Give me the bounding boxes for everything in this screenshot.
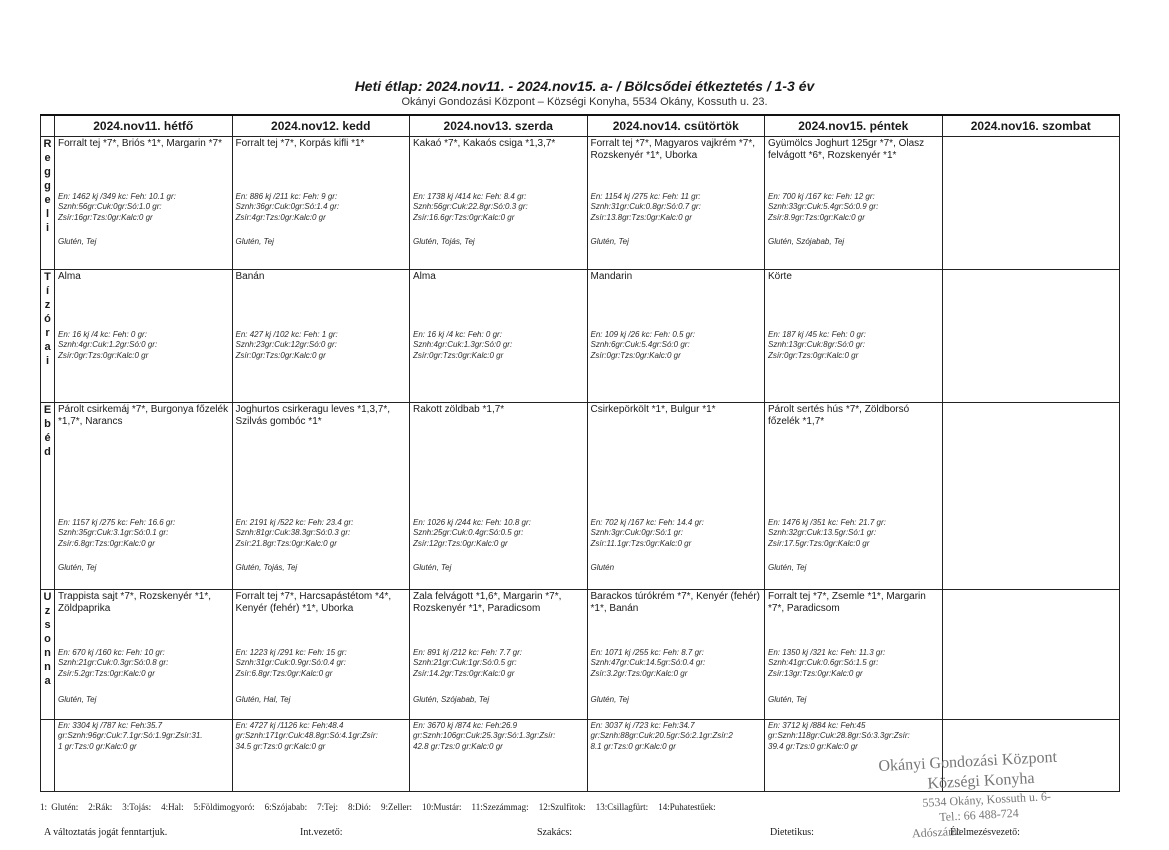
nutrition-line: Sznh:47gr:Cuk:14.5gr:Só:0.4 gr: xyxy=(590,658,706,667)
meal-label-letter: o xyxy=(44,632,51,645)
menu-cell xyxy=(55,589,233,719)
nutrition-line: En: 1223 kj /291 kc: Feh: 15 gr: xyxy=(235,647,347,657)
daily-total xyxy=(55,720,232,753)
dish-text: Mandarin xyxy=(590,270,633,282)
allergen-text: Glutén, Tej xyxy=(413,562,452,572)
meal-label-letter: R xyxy=(43,137,52,150)
nutrition-info xyxy=(236,192,408,224)
nutrition-line: Zsír:17.5gr:Tzs:0gr:Kalc:0 gr xyxy=(768,538,870,548)
nutrition-info xyxy=(591,330,763,362)
nutrition-info xyxy=(591,648,763,680)
dish-text xyxy=(943,403,1120,404)
total-line: En: 3712 kj /884 kc: Feh:45 xyxy=(768,720,866,730)
menu-cell xyxy=(942,402,1120,589)
nutrition-line: En: 891 kj /212 kc: Feh: 7.7 gr: xyxy=(413,647,522,657)
total-line: En: 4727 kj /1126 kc: Feh:48.4 xyxy=(235,720,344,730)
meal-row-lunch xyxy=(41,402,1120,589)
nutrition-line: Zsír:3.2gr:Tzs:0gr:Kalc:0 gr xyxy=(590,668,688,678)
allergen-text: Glutén, Hal, Tej xyxy=(235,694,291,704)
dish-text xyxy=(943,137,1120,138)
menu-title: Heti étlap: 2024.nov11. - 2024.nov15. a- / Bölcsődei étkeztetés / 1-3 év xyxy=(354,78,815,94)
dish-text: Forralt tej *7*, Magyaros vajkrém *7*, Rozskenyér *1*, Uborka xyxy=(590,137,756,161)
footer-dietitian: Dietetikus: xyxy=(770,827,814,838)
menu-cell-content xyxy=(765,137,942,269)
meal-label-letter: b xyxy=(44,417,51,430)
menu-cell-content xyxy=(588,137,765,269)
nutrition-info xyxy=(591,518,763,550)
nutrition-line: Sznh:13gr:Cuk:8gr:Só:0 gr: xyxy=(768,340,865,349)
menu-cell xyxy=(765,269,943,402)
nutrition-line: Sznh:35gr:Cuk:3.1gr:Só:0.1 gr: xyxy=(58,528,169,537)
day-header: 2024.nov13. szerda xyxy=(410,116,588,136)
allergen-text: Glutén, Szójabab, Tej xyxy=(413,694,490,704)
nutrition-line: En: 109 kj /26 kc: Feh: 0.5 gr: xyxy=(590,329,695,339)
footer-note: A változtatás jogát fenntartjuk. xyxy=(44,827,168,838)
meal-label-letter: z xyxy=(44,604,51,617)
dish-text: Forralt tej *7*, Zsemle *1*, Margarin *7*, Paradicsom xyxy=(768,590,926,614)
dish-text: Banán xyxy=(235,270,265,282)
day-header: 2024.nov12. kedd xyxy=(232,116,410,136)
menu-cell-content xyxy=(943,137,1120,269)
menu-cell-content xyxy=(55,270,232,402)
menu-cell xyxy=(55,269,233,402)
menu-subtitle: Okányi Gondozási Központ – Községi Konyha, 5534 Okány, Kossuth u. 23. xyxy=(401,96,768,108)
allergen-legend-item: 9:Zeller: xyxy=(381,802,413,812)
menu-cell xyxy=(410,402,588,589)
nutrition-line: Sznh:41gr:Cuk:0.6gr:Só:1.5 gr: xyxy=(768,658,879,667)
menu-cell-content xyxy=(55,403,232,589)
nutrition-info xyxy=(58,518,230,550)
dish-text: Alma xyxy=(413,270,436,282)
total-line: En: 3304 kj /787 kc: Feh:35.7 xyxy=(58,720,163,730)
dish-text: Körte xyxy=(768,270,792,282)
menu-cell xyxy=(587,589,765,719)
menu-cell-content xyxy=(588,403,765,589)
allergen-text: Glutén xyxy=(590,562,615,572)
nutrition-line: Sznh:4gr:Cuk:1.3gr:Só:0 gr: xyxy=(413,340,513,349)
menu-cell-content xyxy=(410,270,587,402)
meal-label-letter: a xyxy=(44,340,51,353)
total-line: gr:Sznh:106gr:Cuk:25.3gr:Só:1.3gr:Zsír: xyxy=(413,731,556,740)
allergen-legend-item: 7:Tej: xyxy=(317,802,339,812)
nutrition-line: Zsír:0gr:Tzs:0gr:Kalc:0 gr xyxy=(58,350,149,360)
meal-label-letter: T xyxy=(44,270,51,283)
meal-row-breakfast xyxy=(41,136,1120,269)
nutrition-info xyxy=(768,518,940,550)
nutrition-line: Sznh:6gr:Cuk:5.4gr:Só:0 gr: xyxy=(590,340,690,349)
allergen-legend-item: 13:Csillagfürt: xyxy=(595,802,649,812)
menu-cell xyxy=(765,402,943,589)
daily-total-cell xyxy=(55,719,233,791)
total-line: gr:Sznh:118gr:Cuk:28.8gr:Só:3.3gr:Zsír: xyxy=(768,731,910,740)
day-header: 2024.nov16. szombat xyxy=(942,116,1120,136)
daily-total-cell xyxy=(587,719,765,791)
daily-total xyxy=(233,720,410,753)
totals-label xyxy=(41,719,55,791)
nutrition-line: Sznh:81gr:Cuk:38.3gr:Só:0.3 gr: xyxy=(235,528,351,537)
nutrition-info xyxy=(58,648,230,680)
nutrition-line: Zsír:13gr:Tzs:0gr:Kalc:0 gr xyxy=(768,668,863,678)
nutrition-line: En: 670 kj /160 kc: Feh: 10 gr: xyxy=(58,647,165,657)
menu-cell xyxy=(55,402,233,589)
nutrition-info xyxy=(413,518,585,550)
dish-text: Gyümölcs Joghurt 125gr *7*, Olasz felvágott *6*, Rozskenyér *1* xyxy=(768,137,925,161)
dish-text: Alma xyxy=(58,270,81,282)
allergen-text: Glutén, Tej xyxy=(58,562,97,572)
meal-label-letter: í xyxy=(45,284,50,297)
menu-cell-content xyxy=(765,270,942,402)
nutrition-line: En: 886 kj /211 kc: Feh: 9 gr: xyxy=(235,191,338,201)
menu-cell xyxy=(232,402,410,589)
menu-cell xyxy=(765,136,943,269)
stamp-line: Tel.: 66 488-724 xyxy=(938,805,1019,824)
meal-label-letter: s xyxy=(44,618,51,631)
meal-label-letter: ó xyxy=(44,312,51,325)
nutrition-line: Sznh:36gr:Cuk:0gr:Só:1.4 gr: xyxy=(235,202,340,211)
total-line: gr:Sznh:88gr:Cuk:20.5gr:Só:2.1gr:Zsír:2 xyxy=(590,731,733,740)
nutrition-line: Sznh:3gr:Cuk:0gr:Só:1 gr: xyxy=(590,528,683,537)
nutrition-line: En: 700 kj /167 kc: Feh: 12 gr: xyxy=(768,191,875,201)
allergen-legend xyxy=(40,802,726,812)
total-line: 34.5 gr:Tzs:0 gr:Kalc:0 gr xyxy=(235,741,326,751)
menu-cell xyxy=(587,402,765,589)
menu-cell-content xyxy=(943,270,1120,402)
nutrition-line: Zsír:6.8gr:Tzs:0gr:Kalc:0 gr xyxy=(58,538,155,548)
nutrition-line: Sznh:32gr:Cuk:13.5gr:Só:1 gr: xyxy=(768,528,877,537)
allergen-text: Glutén, Tojás, Tej xyxy=(413,236,475,246)
allergen-legend-item: 4:Hal: xyxy=(161,802,184,812)
menu-cell-content xyxy=(410,590,587,719)
day-header: 2024.nov14. csütörtök xyxy=(587,116,765,136)
nutrition-line: Sznh:33gr:Cuk:5.4gr:Só:0.9 gr: xyxy=(768,202,879,211)
menu-cell-content xyxy=(943,590,1120,719)
nutrition-line: Zsír:11.1gr:Tzs:0gr:Kalc:0 gr xyxy=(590,538,692,548)
nutrition-info xyxy=(768,192,940,224)
menu-cell-content xyxy=(765,590,942,719)
nutrition-line: Sznh:31gr:Cuk:0.9gr:Só:0.4 gr: xyxy=(235,658,346,667)
stamp-line: Községi Konyha xyxy=(927,769,1035,793)
allergen-text: Glutén, Tej xyxy=(235,236,274,246)
nutrition-info xyxy=(413,330,585,362)
menu-cell-content xyxy=(410,137,587,269)
meal-label xyxy=(41,402,55,589)
nutrition-line: Zsír:14.2gr:Tzs:0gr:Kalc:0 gr xyxy=(413,668,515,678)
menu-cell xyxy=(232,269,410,402)
day-header: 2024.nov11. hétfő xyxy=(55,116,233,136)
footer-manager: Int.vezető: xyxy=(300,827,343,838)
nutrition-line: En: 427 kj /102 kc: Feh: 1 gr: xyxy=(235,329,338,339)
allergen-text: Glutén, Tej xyxy=(58,236,97,246)
meal-row-snack xyxy=(41,269,1120,402)
nutrition-info xyxy=(236,330,408,362)
corner-cell xyxy=(41,116,55,136)
daily-total xyxy=(588,720,765,753)
allergen-text: Glutén, Tej xyxy=(768,562,807,572)
menu-cell-content xyxy=(410,403,587,589)
menu-cell xyxy=(410,589,588,719)
total-line: En: 3670 kj /874 kc: Feh:26.9 xyxy=(413,720,518,730)
meal-label-letter: d xyxy=(44,445,51,458)
nutrition-info xyxy=(413,648,585,680)
menu-cell xyxy=(942,269,1120,402)
nutrition-info xyxy=(236,648,408,680)
nutrition-line: Zsír:0gr:Tzs:0gr:Kalc:0 gr xyxy=(235,350,326,360)
nutrition-line: En: 1154 kj /275 kc: Feh: 11 gr: xyxy=(590,191,701,201)
nutrition-line: Zsír:6.8gr:Tzs:0gr:Kalc:0 gr xyxy=(235,668,333,678)
allergen-legend-item: 11:Szezámmag: xyxy=(471,802,529,812)
menu-cell xyxy=(232,136,410,269)
nutrition-info xyxy=(58,192,230,224)
nutrition-info xyxy=(58,330,230,362)
menu-cell-content xyxy=(233,590,410,719)
nutrition-line: Zsír:21.8gr:Tzs:0gr:Kalc:0 gr xyxy=(235,538,337,548)
allergen-legend-item: 12:Szulfitok: xyxy=(538,802,586,812)
nutrition-line: En: 1026 kj /244 kc: Feh: 10.8 gr: xyxy=(413,517,531,527)
nutrition-line: Zsír:12gr:Tzs:0gr:Kalc:0 gr xyxy=(413,538,508,548)
nutrition-line: Sznh:21gr:Cuk:0.3gr:Só:0.8 gr: xyxy=(58,658,169,667)
daily-total xyxy=(943,720,1120,721)
nutrition-info xyxy=(768,648,940,680)
dish-text: Rakott zöldbab *1,7* xyxy=(413,403,505,415)
menu-cell xyxy=(410,136,588,269)
dish-text: Csirkepörkölt *1*, Bulgur *1* xyxy=(590,403,716,415)
allergen-text: Glutén, Tojás, Tej xyxy=(235,562,298,572)
nutrition-line: Sznh:56gr:Cuk:22.8gr:Só:0.3 gr: xyxy=(413,202,528,211)
meal-label-letter: i xyxy=(45,354,50,367)
meal-label-letter: r xyxy=(45,326,50,339)
dish-text: Forralt tej *7*, Briós *1*, Margarin *7* xyxy=(58,137,222,149)
menu-cell xyxy=(587,136,765,269)
meal-label-letter: g xyxy=(44,165,51,178)
menu-cell xyxy=(942,589,1120,719)
menu-cell xyxy=(55,136,233,269)
nutrition-line: Zsír:0gr:Tzs:0gr:Kalc:0 gr xyxy=(590,350,681,360)
nutrition-line: Zsír:16.6gr:Tzs:0gr:Kalc:0 gr xyxy=(413,212,515,222)
nutrition-line: En: 16 kj /4 kc: Feh: 0 gr: xyxy=(58,329,147,339)
menu-cell-content xyxy=(588,590,765,719)
daily-total-cell xyxy=(410,719,588,791)
meal-label-letter: n xyxy=(44,646,51,659)
nutrition-line: Sznh:21gr:Cuk:1gr:Só:0.5 gr: xyxy=(413,658,517,667)
total-line: gr:Sznh:96gr:Cuk:7.1gr:Só:1.9gr:Zsír:31. xyxy=(58,731,203,740)
nutrition-line: Zsír:0gr:Tzs:0gr:Kalc:0 gr xyxy=(768,350,859,360)
meal-label-letter: e xyxy=(44,193,51,206)
allergen-legend-item: 1: Glutén: xyxy=(40,802,79,812)
nutrition-line: En: 187 kj /45 kc: Feh: 0 gr: xyxy=(768,329,866,339)
daily-total xyxy=(765,720,942,753)
dish-text: Joghurtos csirkeragu leves *1,3,7*, Szilvás gombóc *1* xyxy=(235,403,391,427)
footer-cook: Szakács: xyxy=(537,827,572,838)
allergen-legend-item: 5:Földimogyoró: xyxy=(193,802,255,812)
allergen-legend-item: 3:Tojás: xyxy=(122,802,152,812)
meal-label-letter: e xyxy=(44,151,51,164)
nutrition-line: En: 1071 kj /255 kc: Feh: 8.7 gr: xyxy=(590,647,704,657)
nutrition-line: En: 1462 kj /349 kc: Feh: 10.1 gr: xyxy=(58,191,176,201)
menu-cell-content xyxy=(943,403,1120,589)
menu-table xyxy=(40,116,1120,792)
allergen-text: Glutén, Tej xyxy=(590,236,629,246)
dish-text: Trappista sajt *7*, Rozskenyér *1*, Zöldpaprika xyxy=(58,590,212,614)
dish-text: Kakaó *7*, Kakaós csiga *1,3,7* xyxy=(413,137,556,149)
kitchen-stamp xyxy=(878,746,1112,841)
nutrition-line: En: 1476 kj /351 kc: Feh: 21.7 gr: xyxy=(768,517,886,527)
meal-label-letter: U xyxy=(43,590,52,603)
allergen-legend-item: 2:Rák: xyxy=(88,802,113,812)
menu-cell-content xyxy=(233,403,410,589)
allergen-legend-item: 14:Puhatestűek: xyxy=(658,802,716,812)
day-header: 2024.nov15. péntek xyxy=(765,116,943,136)
meal-label-letter: g xyxy=(44,179,51,192)
menu-cell xyxy=(942,136,1120,269)
meal-label-letter: l xyxy=(45,207,50,220)
meal-row-afternoon xyxy=(41,589,1120,719)
allergen-text: Glutén, Tej xyxy=(58,694,97,704)
total-line: 39.4 gr:Tzs:0 gr:Kalc:0 gr xyxy=(768,741,858,751)
menu-cell-content xyxy=(233,270,410,402)
dish-text xyxy=(943,590,1120,591)
menu-cell-content xyxy=(55,137,232,269)
dish-text: Párolt sertés hús *7*, Zöldborsó főzelék *1,7* xyxy=(768,403,910,427)
nutrition-line: Sznh:31gr:Cuk:0.8gr:Só:0.7 gr: xyxy=(590,202,701,211)
nutrition-line: Sznh:56gr:Cuk:0gr:Só:1.0 gr: xyxy=(58,202,162,211)
menu-cell xyxy=(410,269,588,402)
dish-text: Zala felvágott *1,6*, Margarin *7*, Rozskenyér *1*, Paradicsom xyxy=(413,590,562,614)
menu-cell-content xyxy=(55,590,232,719)
menu-cell xyxy=(232,589,410,719)
dish-text xyxy=(943,270,1120,271)
allergen-legend-item: 8:Dió: xyxy=(348,802,372,812)
nutrition-line: En: 702 kj /167 kc: Feh: 14.4 gr: xyxy=(590,517,704,527)
meal-label-letter: i xyxy=(45,221,50,234)
meal-label-letter: E xyxy=(43,403,52,416)
meal-label xyxy=(41,136,55,269)
nutrition-line: Sznh:25gr:Cuk:0.4gr:Só:0.5 gr: xyxy=(413,528,524,537)
meal-label-letter: z xyxy=(44,298,51,311)
meal-label xyxy=(41,589,55,719)
nutrition-line: Zsír:4gr:Tzs:0gr:Kalc:0 gr xyxy=(235,212,326,222)
stamp-line: 5534 Okány, Kossuth u. 6- xyxy=(922,789,1052,810)
total-line: 1 gr:Tzs:0 gr:Kalc:0 gr xyxy=(58,741,137,751)
nutrition-line: En: 1738 kj /414 kc: Feh: 8.4 gr: xyxy=(413,191,527,201)
nutrition-line: Zsír:16gr:Tzs:0gr:Kalc:0 gr xyxy=(58,212,153,222)
nutrition-line: Zsír:13.8gr:Tzs:0gr:Kalc:0 gr xyxy=(590,212,692,222)
nutrition-line: Sznh:23gr:Cuk:12gr:Só:0 gr: xyxy=(235,340,337,349)
nutrition-line: En: 16 kj /4 kc: Feh: 0 gr: xyxy=(413,329,502,339)
daily-total xyxy=(410,720,587,753)
total-line: 8.1 gr:Tzs:0 gr:Kalc:0 gr xyxy=(590,741,676,751)
nutrition-info xyxy=(591,192,763,224)
dish-text: Forralt tej *7*, Harcsapástétom *4*, Kenyér (fehér) *1*, Uborka xyxy=(235,590,392,614)
nutrition-info xyxy=(768,330,940,362)
allergen-legend-item: 10:Mustár: xyxy=(422,802,462,812)
dish-text: Párolt csirkemáj *7*, Burgonya főzelék *1,7*, Narancs xyxy=(58,403,229,427)
menu-cell xyxy=(765,589,943,719)
allergen-legend-item: 6:Szójabab: xyxy=(264,802,308,812)
meal-label-letter: n xyxy=(44,660,51,673)
allergen-text: Glutén, Tej xyxy=(590,694,629,704)
nutrition-line: Zsír:8.9gr:Tzs:0gr:Kalc:0 gr xyxy=(768,212,865,222)
dish-text: Barackos túrókrém *7*, Kenyér (fehér) *1*, Banán xyxy=(590,590,761,614)
allergen-text: Glutén, Tej xyxy=(768,694,807,704)
allergen-text: Glutén, Szójabab, Tej xyxy=(768,236,845,246)
total-line: 42.8 gr:Tzs:0 gr:Kalc:0 gr xyxy=(413,741,503,751)
day-header-row xyxy=(41,116,1120,136)
menu-cell-content xyxy=(765,403,942,589)
nutrition-line: Zsír:0gr:Tzs:0gr:Kalc:0 gr xyxy=(413,350,504,360)
nutrition-line: Sznh:4gr:Cuk:1.2gr:Só:0 gr: xyxy=(58,340,158,349)
nutrition-line: En: 1157 kj /275 kc: Feh: 16.6 gr: xyxy=(58,517,176,527)
menu-cell xyxy=(587,269,765,402)
daily-total-cell xyxy=(232,719,410,791)
total-line: En: 3037 kj /723 kc: Feh:34.7 xyxy=(590,720,695,730)
meal-label-letter: a xyxy=(44,674,51,687)
menu-cell-content xyxy=(233,137,410,269)
meal-label xyxy=(41,269,55,402)
nutrition-info xyxy=(413,192,585,224)
stamp-line: Okányi Gondozási Központ xyxy=(878,748,1058,776)
nutrition-line: En: 1350 kj /321 kc: Feh: 11.3 gr: xyxy=(768,647,886,657)
nutrition-info xyxy=(236,518,408,550)
meal-label-letter: é xyxy=(44,431,51,444)
nutrition-line: En: 2191 kj /522 kc: Feh: 23.4 gr: xyxy=(235,517,354,527)
footer-food-manager: Élelmezésvezető: xyxy=(950,827,1020,838)
stamp-line: Adószám: xyxy=(911,823,962,841)
total-line: gr:Sznh:171gr:Cuk:48.8gr:Só:4.1gr:Zsír: xyxy=(235,731,378,740)
nutrition-line: Zsír:5.2gr:Tzs:0gr:Kalc:0 gr xyxy=(58,668,155,678)
menu-cell-content xyxy=(588,270,765,402)
dish-text: Forralt tej *7*, Korpás kifli *1* xyxy=(235,137,365,149)
